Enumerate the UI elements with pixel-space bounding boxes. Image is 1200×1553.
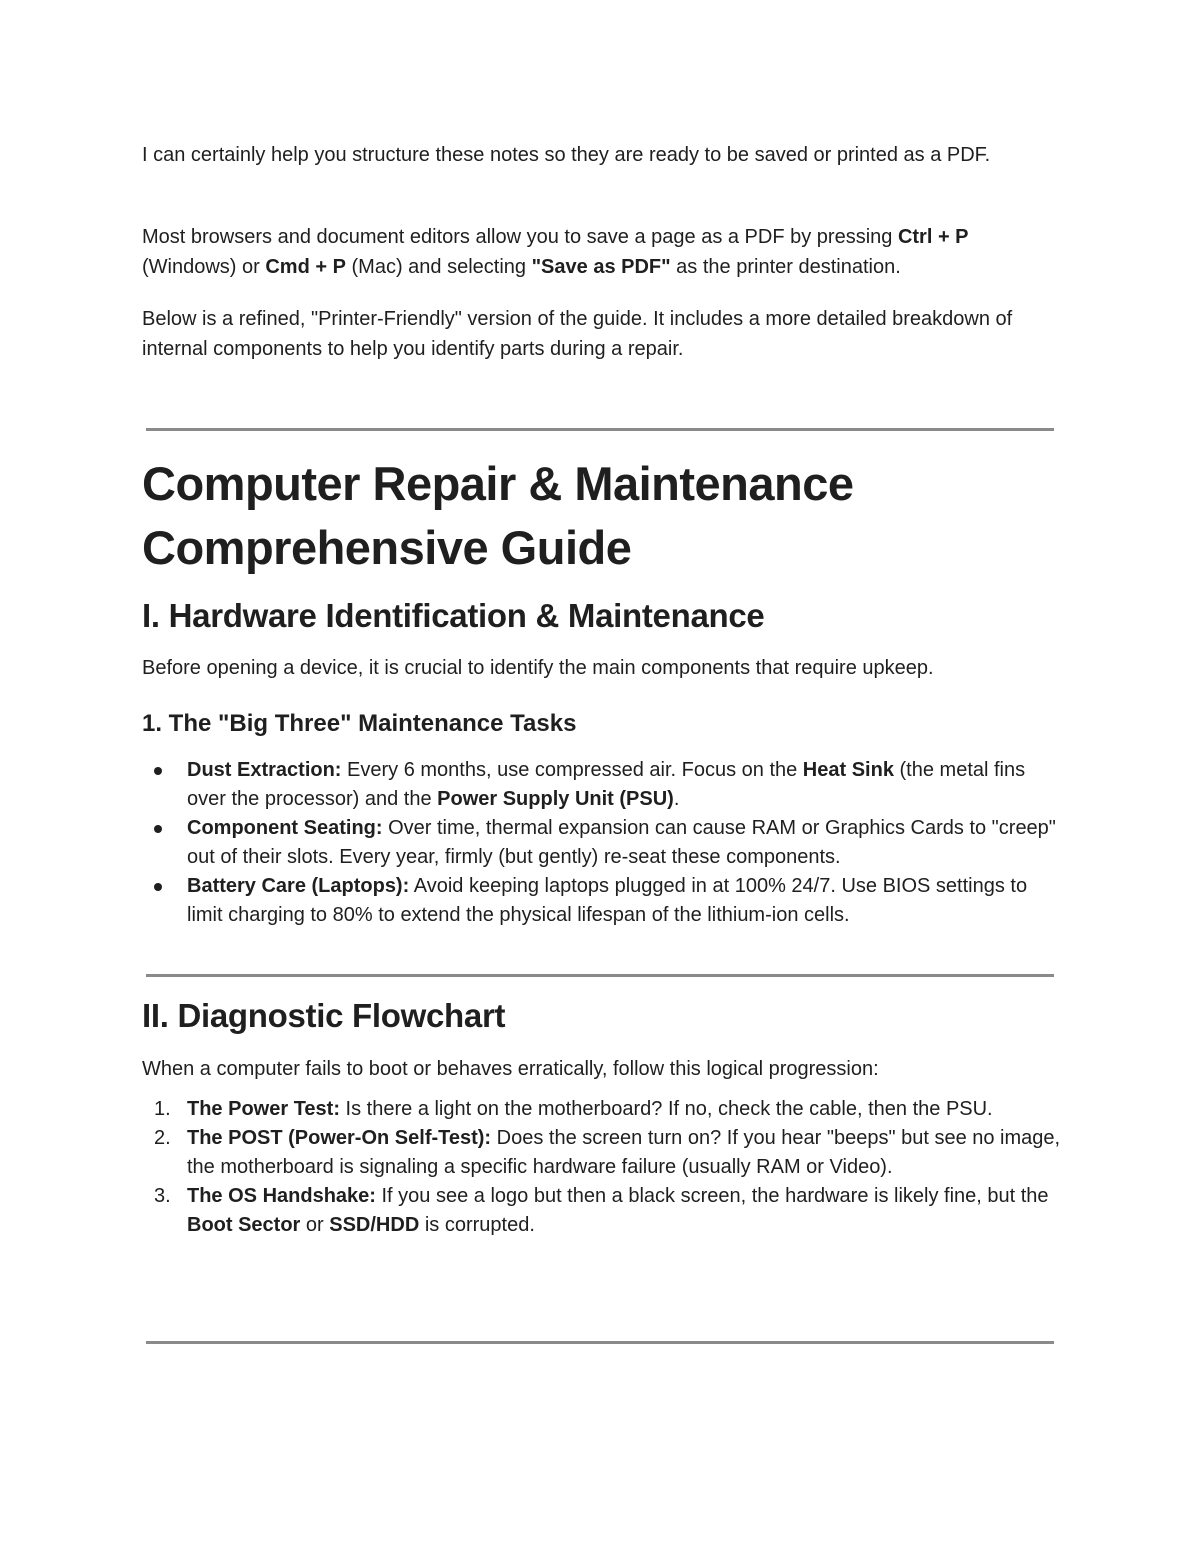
divider <box>146 974 1054 977</box>
list-item <box>142 872 1067 930</box>
intro-paragraph-1: I can certainly help you structure these notes so they are ready to be saved or printed as a PDF. <box>142 144 991 166</box>
bullet-icon <box>154 883 162 891</box>
list-item-text: If you see a logo but then a black screen, the hardware is likely fine, but the <box>375 1185 1049 1207</box>
list-item-text: is corrupted. <box>419 1214 535 1236</box>
list-item-text: Over time, thermal expansion can cause RAM or Graphics Cards to "creep" out of their slots. Every year, firmly (but gently) re-seat these components. <box>187 817 1056 868</box>
intro-p2-text-a: Most browsers and document editors allow you to save a page as a PDF by pressing <box>142 226 898 248</box>
list-item-emphasis: Power Supply Unit (PSU) <box>437 788 674 810</box>
list-item-label: Battery Care (Laptops): <box>187 875 410 897</box>
section-1-heading: I. Hardware Identification & Maintenance <box>142 597 765 634</box>
document-title <box>142 452 1102 580</box>
section-2-intro: When a computer fails to boot or behaves erratically, follow this logical progression: <box>142 1058 879 1080</box>
list-item-label: Dust Extraction: <box>187 759 342 781</box>
list-item <box>142 814 1067 872</box>
list-item-text: (the metal fins over the processor) and the <box>187 759 1026 810</box>
list-item-text: Avoid keeping laptops plugged in at 100% 24/7. Use BIOS settings to limit charging to 80% to extend the physical lifespan of the lithium-ion cells. <box>187 875 1028 926</box>
list-item-text: . <box>673 788 680 810</box>
list-item <box>142 1182 1067 1240</box>
intro-p2-text-c: (Windows) or <box>142 256 266 278</box>
shortcut-cmd-p: Cmd + P <box>265 256 346 278</box>
intro-p2-text-e: (Mac) and selecting <box>345 256 532 278</box>
shortcut-ctrl-p: Ctrl + P <box>897 226 969 248</box>
list-item-text: Every 6 months, use compressed air. Focus on the <box>341 759 803 781</box>
intro-paragraph-3: Below is a refined, "Printer-Friendly" version of the guide. It includes a more detailed breakdown of internal components to help you identify parts during a repair. <box>142 308 1013 360</box>
list-item-label: The Power Test: <box>187 1098 340 1120</box>
divider <box>146 1341 1054 1344</box>
list-item-text: Does the screen turn on? If you hear "beeps" but see no image, the motherboard is signaling a specific hardware failure (usually RAM or Video). <box>187 1127 1061 1178</box>
save-as-pdf-term: "Save as PDF" <box>531 256 671 278</box>
list-item-text: or <box>300 1214 330 1236</box>
document-title-line-2: Comprehensive Guide <box>142 521 632 574</box>
step-number: 2. <box>154 1127 171 1149</box>
bullet-icon <box>154 825 162 833</box>
section-1-subheading: 1. The "Big Three" Maintenance Tasks <box>142 710 577 737</box>
maintenance-task-list <box>142 756 1067 930</box>
list-item <box>142 1095 1067 1124</box>
document-title-line-1: Computer Repair & Maintenance <box>142 457 854 510</box>
section-1-intro: Before opening a device, it is crucial to identify the main components that require upkeep. <box>142 657 934 679</box>
section-2-heading: II. Diagnostic Flowchart <box>142 997 506 1034</box>
divider <box>146 428 1054 431</box>
intro-p2-text-g: as the printer destination. <box>670 256 901 278</box>
bullet-icon <box>154 767 162 775</box>
step-number: 1. <box>154 1098 171 1120</box>
list-item-emphasis: Boot Sector <box>187 1214 301 1236</box>
intro-paragraph-2 <box>142 222 1062 282</box>
list-item-label: Component Seating: <box>187 817 383 839</box>
list-item-label: The OS Handshake: <box>187 1185 376 1207</box>
step-number: 3. <box>154 1185 171 1207</box>
list-item <box>142 1124 1067 1182</box>
list-item <box>142 756 1067 814</box>
list-item-emphasis: SSD/HDD <box>329 1214 420 1236</box>
diagnostic-step-list <box>142 1095 1067 1240</box>
list-item-text: Is there a light on the motherboard? If no, check the cable, then the PSU. <box>340 1098 993 1120</box>
list-item-emphasis: Heat Sink <box>802 759 894 781</box>
list-item-label: The POST (Power-On Self-Test): <box>187 1127 492 1149</box>
